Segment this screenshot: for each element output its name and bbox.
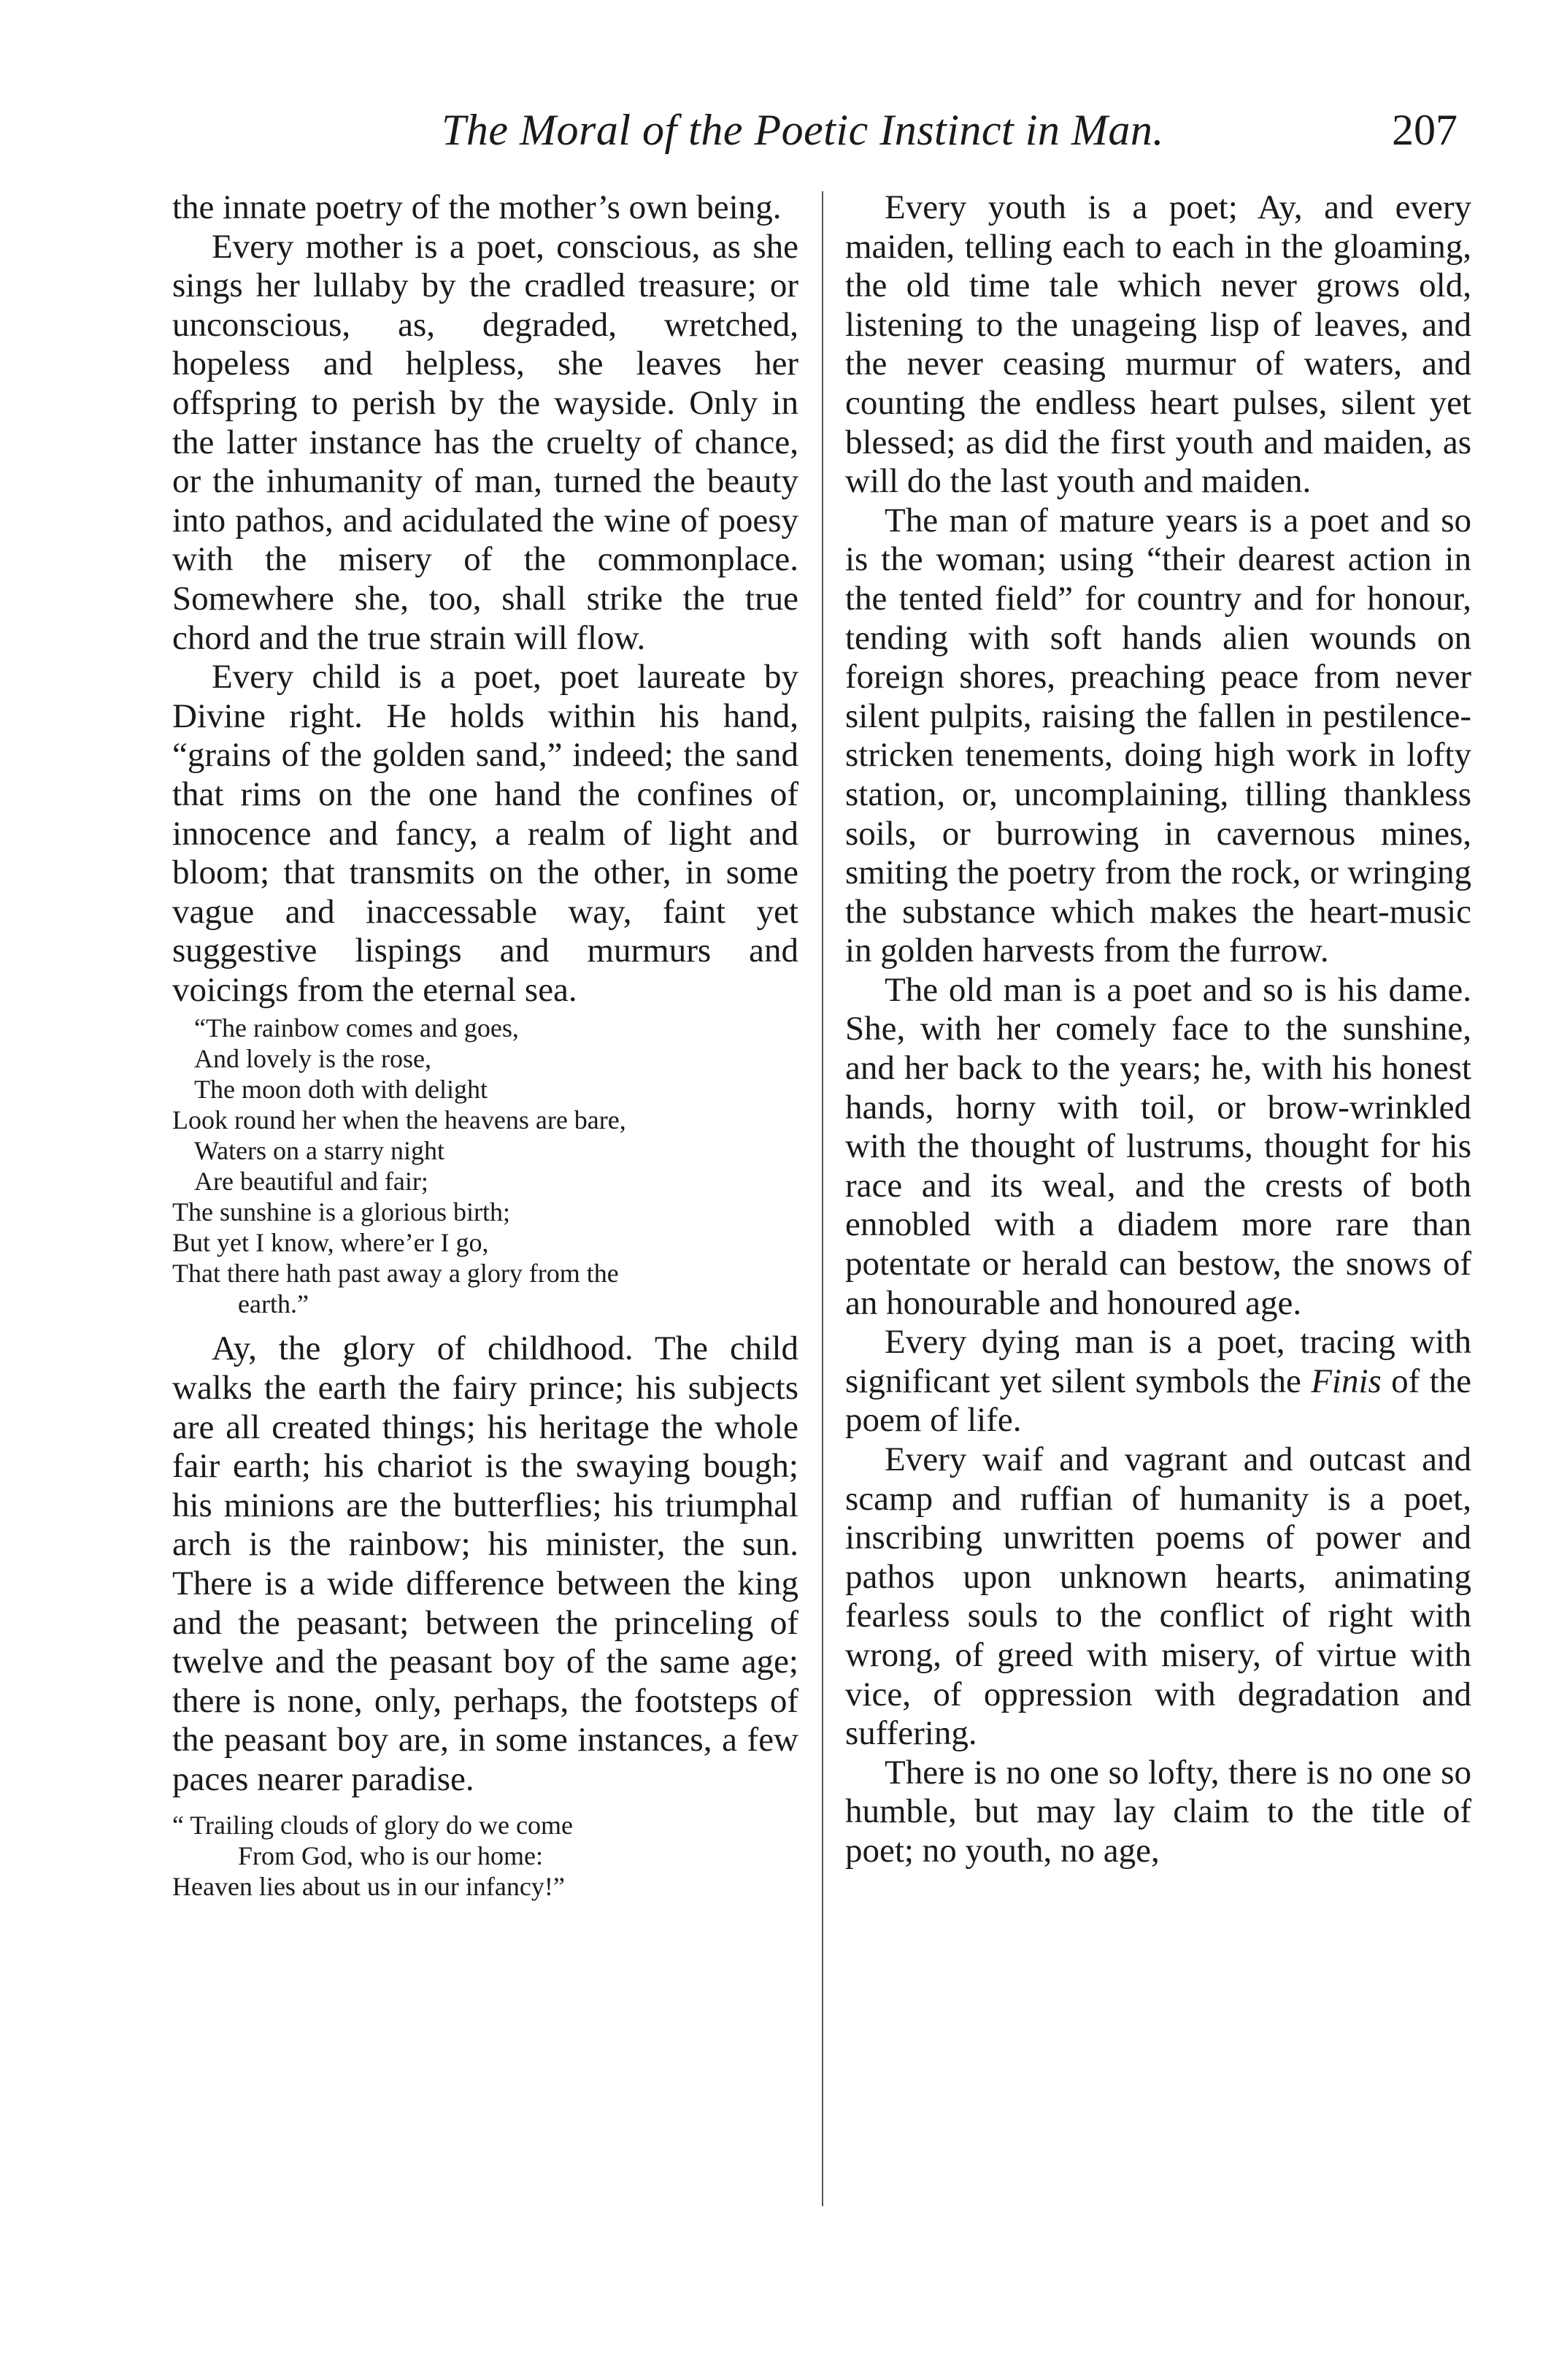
- paragraph: the innate poetry of the mother’s own being.: [172, 188, 782, 226]
- verse-line: That there hath past away a glory from the: [172, 1259, 619, 1289]
- paragraph: [845, 1323, 1471, 1440]
- left-column: [172, 188, 798, 1912]
- paragraph-text: Every dying man is a poet, tracing with significant yet silent symbols the: [845, 1323, 1471, 1400]
- verse-quotation: [172, 1013, 798, 1319]
- paragraph: Ay, the glory of childhood. The child walks the earth the fairy prince; his subjects are all created things; his heritage the whole fair earth; his chariot is the swaying bough; his minions are the butterflies; his triumphal arch is the rainbow; his minister, the sun. There is a wide difference between the king and the peasant; between the princeling of twelve and the peasant boy of the same age; there is none, only, perhaps, the footsteps of the peasant boy are, in some instances, a few paces nearer paradise.: [172, 1329, 798, 1798]
- verse-line: earth.”: [238, 1289, 309, 1319]
- right-column: [845, 188, 1471, 1871]
- column-divider: [822, 191, 823, 2206]
- verse-line: From God, who is our home:: [238, 1840, 543, 1870]
- verse-line: The moon doth with delight: [194, 1075, 488, 1105]
- verse-line: Are beautiful and fair;: [194, 1167, 428, 1197]
- running-title: The Moral of the Poetic Instinct in Man.: [442, 106, 1164, 154]
- finis-italic: Finis: [1311, 1362, 1382, 1400]
- verse-line: But yet I know, where’er I go,: [172, 1228, 489, 1258]
- paragraph: Every child is a poet, poet laureate by Divine right. He holds within his hand, “grains of the golden sand,” indeed; the sand that rims on the one hand the confines of innocence and fancy, a realm of light and bloom; that transmits on the other, in some vague and inaccessable way, faint yet suggestive lispings and murmurs and voicings from the eternal sea.: [172, 658, 798, 1009]
- verse-line: And lovely is the rose,: [194, 1044, 431, 1074]
- verse-quotation: [172, 1810, 798, 1902]
- paragraph-text: of the poem of life.: [845, 1362, 1471, 1440]
- paragraph: Every mother is a poet, conscious, as she sings her lullaby by the cradled treasure; or unconscious, as, degraded, wretched, hopeless and helpless, she leaves her offspring to perish by the wayside. Only in the latter instance has the cruelty of chance, or the inhumanity of man, turned the beauty into pathos, and acidulated the wine of poesy with the misery of the commonplace. Somewhere she, too, shall strike the true chord and the true strain will flow.: [172, 227, 798, 657]
- running-head: [168, 101, 1465, 159]
- verse-line: “The rainbow comes and goes,: [194, 1013, 519, 1043]
- paragraph: Every waif and vagrant and outcast and scamp and ruffian of humanity is a poet, inscribing unwritten poems of power and pathos upon unknown hearts, animating fearless souls to the conflict of right with wrong, of greed with misery, of virtue with vice, of oppression with degradation and suffering.: [845, 1440, 1471, 1753]
- verse-line: “ Trailing clouds of glory do we come: [172, 1810, 573, 1840]
- verse-line: Heaven lies about us in our infancy!”: [172, 1871, 565, 1901]
- paragraph: There is no one so lofty, there is no one so humble, but may lay claim to the title of poet; no youth, no age,: [845, 1753, 1471, 1870]
- paragraph: Every youth is a poet; Ay, and every maiden, telling each to each in the gloaming, the old time tale which never grows old, listening to the unageing lisp of leaves, and the never ceasing murmur of waters, and counting the endless heart pulses, silent yet blessed; as did the first youth and maiden, as will do the last youth and maiden.: [845, 188, 1471, 501]
- paragraph: The old man is a poet and so is his dame. She, with her comely face to the sunshine, and her back to the years; he, with his honest hands, horny with toil, or brow-wrinkled with the thought of lustrums, thought for his race and its weal, and the crests of both ennobled with a diadem more rare than potentate or herald can bestow, the snows of an honourable and honoured age.: [845, 970, 1471, 1322]
- verse-line: Look round her when the heavens are bare,: [172, 1105, 626, 1135]
- verse-line: Waters on a starry night: [194, 1136, 445, 1166]
- paragraph: The man of mature years is a poet and so is the woman; using “their dearest action in the tented field” for country and for honour, tending with soft hands alien wounds on foreign shores, preaching peace from never silent pulpits, raising the fallen in pestilence-stricken tenements, doing high work in lofty station, or, uncomplaining, tilling thankless soils, or burrowing in cavernous mines, smiting the poetry from the rock, or wringing the substance which makes the heart-music in golden harvests from the furrow.: [845, 501, 1471, 970]
- verse-line: The sunshine is a glorious birth;: [172, 1197, 510, 1227]
- page-number: 207: [1392, 106, 1458, 154]
